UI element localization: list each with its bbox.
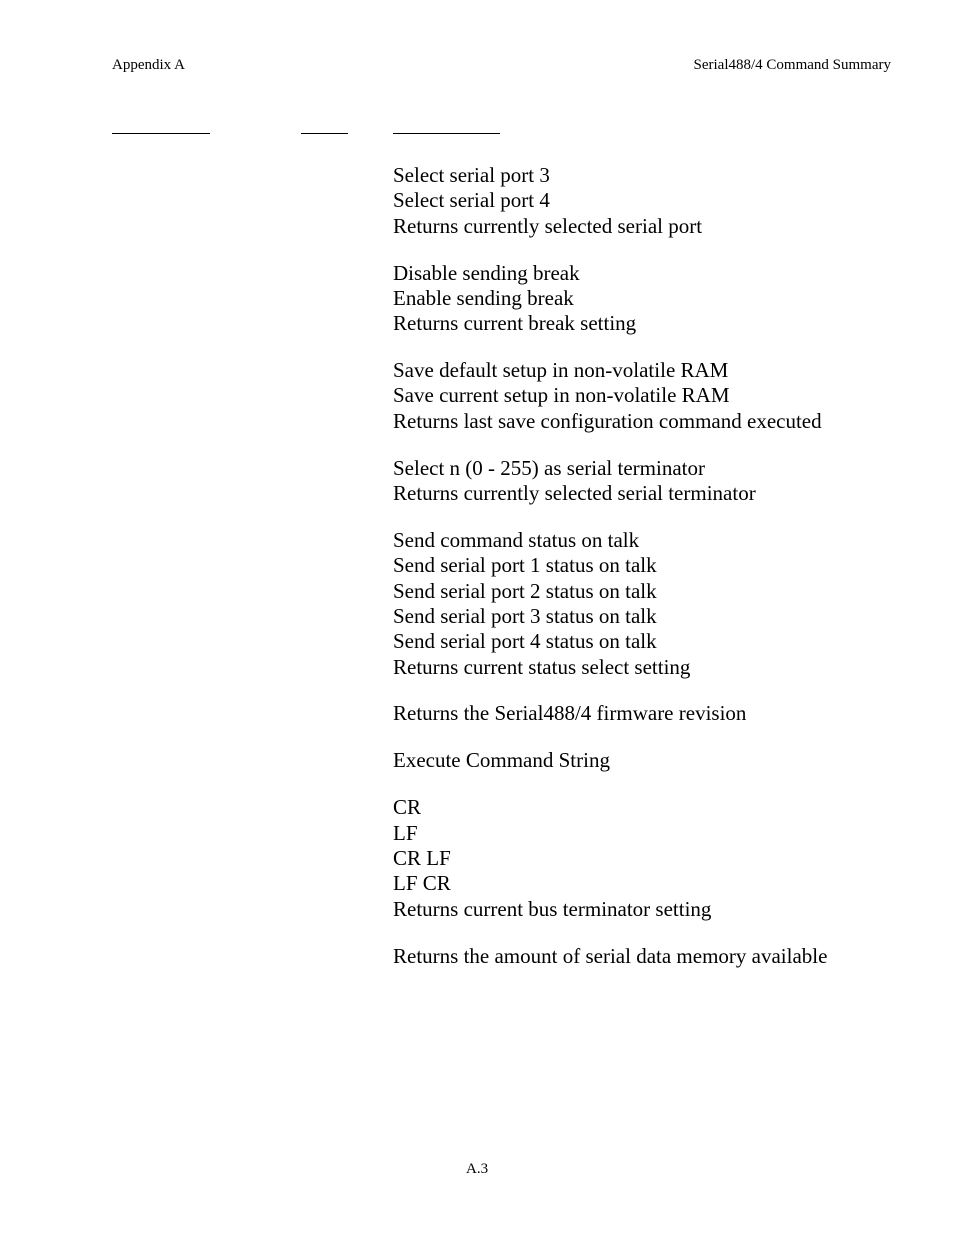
column-rule-command	[112, 133, 210, 134]
description-line: Disable sending break	[393, 260, 580, 285]
description-line: Send serial port 2 status on talk	[393, 578, 657, 603]
description-group	[393, 358, 933, 434]
description-line: Enable sending break	[393, 285, 574, 310]
description-line: Returns current break setting	[393, 311, 637, 336]
description-line: Returns last save configuration command executed	[393, 408, 822, 433]
description-line: Save current setup in non-volatile RAM	[393, 383, 730, 408]
description-line: Send serial port 1 status on talk	[393, 553, 657, 578]
description-line: Select n (0 - 255) as serial terminator	[393, 455, 705, 480]
description-line: Select serial port 4	[393, 188, 550, 213]
description-line: Send serial port 3 status on talk	[393, 603, 657, 628]
description-group	[393, 795, 933, 921]
column-rule-description	[393, 133, 500, 134]
description-line: Save default setup in non-volatile RAM	[393, 358, 729, 383]
description-group	[393, 163, 933, 239]
description-column	[393, 163, 933, 991]
description-group	[393, 748, 933, 773]
description-line: Send command status on talk	[393, 528, 640, 553]
description-line: Returns the amount of serial data memory available	[393, 943, 828, 968]
description-line: Returns currently selected serial terminator	[393, 481, 756, 506]
description-line: Returns the Serial488/4 firmware revision	[393, 701, 747, 726]
description-group	[393, 701, 933, 726]
description-line: Returns current status select setting	[393, 654, 691, 679]
description-line: CR LF	[393, 846, 451, 871]
description-group	[393, 528, 933, 680]
description-group	[393, 261, 933, 337]
page-header-left: Appendix A	[112, 57, 185, 73]
description-line: Select serial port 3	[393, 163, 550, 187]
column-rule-code	[301, 133, 348, 134]
description-line: Execute Command String	[393, 748, 610, 773]
description-line: Returns currently selected serial port	[393, 213, 703, 238]
page-header-right: Serial488/4 Command Summary	[693, 57, 891, 73]
description-line: LF CR	[393, 871, 451, 896]
description-group	[393, 456, 933, 507]
description-line: LF	[393, 820, 418, 845]
page-number: A.3	[466, 1161, 489, 1177]
description-group	[393, 944, 933, 969]
description-line: Send serial port 4 status on talk	[393, 629, 657, 654]
description-line: Returns current bus terminator setting	[393, 896, 712, 921]
description-line: CR	[393, 795, 422, 820]
